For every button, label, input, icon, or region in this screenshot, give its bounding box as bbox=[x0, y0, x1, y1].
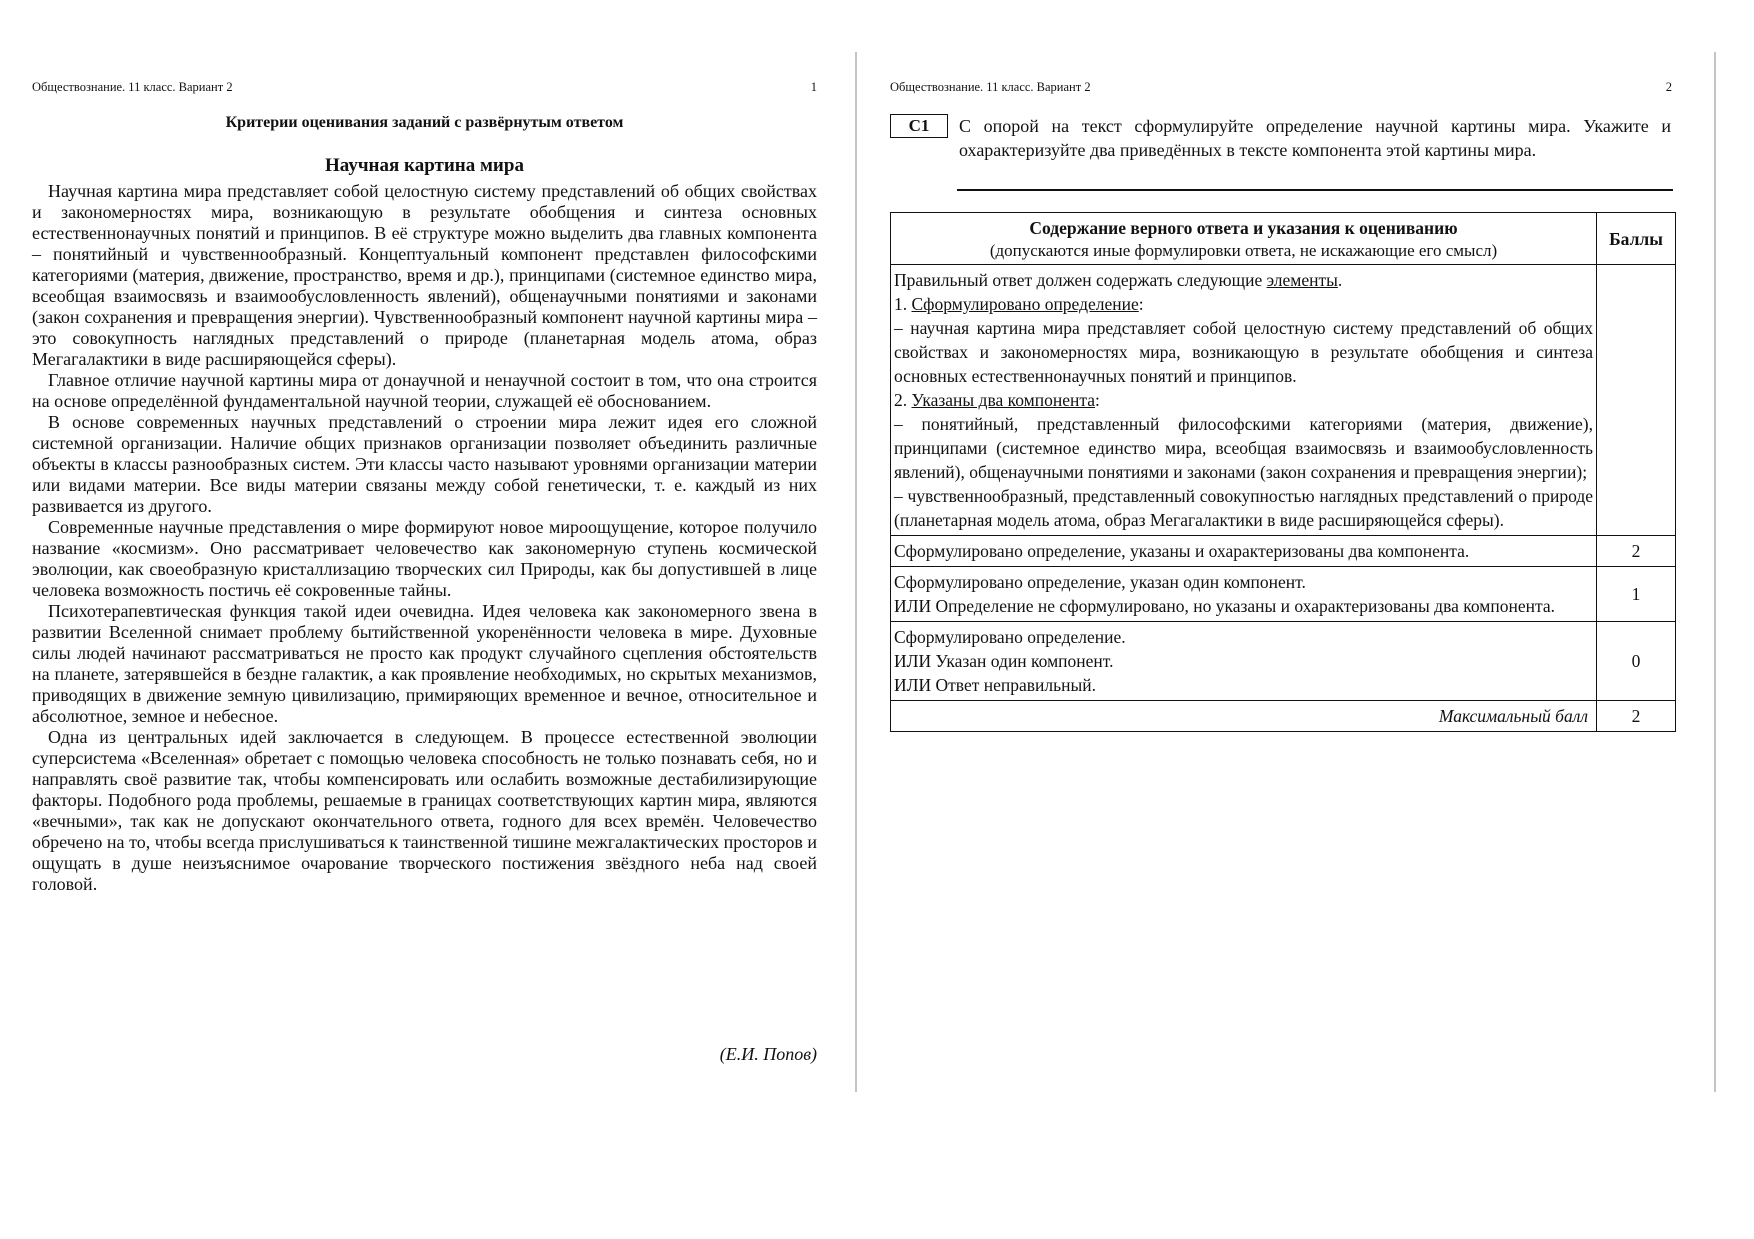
intro-line: Правильный ответ должен содержать следующие элементы. bbox=[894, 270, 1343, 290]
score-header: Баллы bbox=[1597, 213, 1676, 265]
text-body bbox=[32, 181, 817, 895]
table-header-row bbox=[891, 213, 1676, 265]
criteria-cell: Сформулировано определение. ИЛИ Указан один компонент. ИЛИ Ответ неправильный. bbox=[891, 622, 1597, 701]
score-cell: 1 bbox=[1597, 567, 1676, 622]
table-row bbox=[891, 265, 1676, 536]
score-cell: 0 bbox=[1597, 622, 1676, 701]
task-underline bbox=[957, 189, 1673, 191]
max-score-row bbox=[891, 701, 1676, 732]
page-edge-line bbox=[1714, 52, 1716, 1092]
running-head: Обществознание. 11 класс. Вариант 2 bbox=[32, 80, 233, 94]
paragraph: Научная картина мира представляет собой целостную систему представлений об общих свойствах и закономерностях мира, возникающую в результате обобщения и синтеза основных естественнонаучных понятий и принципов. В её структуре можно выделить два главных компонента – понятийный и чувственнообразный. Концептуальный компонент представлен философскими категориями (материя, движение, пространство, время и др.), принципами (системное единство мира, всеобщая взаимосвязь и взаимообусловленность явлений), общенаучными понятиями и законами (закон сохранения и превращения энергии). Чувственнообразный компонент научной картины мира – это совокупность наглядных представлений о природе (планетарная модель атома, образ Мегагалактики в виде расширяющейся сферы). bbox=[32, 181, 817, 369]
max-score-value: 2 bbox=[1597, 701, 1676, 732]
answer-elements-cell bbox=[891, 265, 1597, 536]
max-score-label: Максимальный балл bbox=[891, 701, 1597, 732]
paragraph: Одна из центральных идей заключается в следующем. В процессе естественной эволюции суперсистема «Вселенная» обретает с помощью человека способность не только познавать себя, но и направлять своё развитие так, чтобы компенсировать или ослабить возможные дестабилизирующие факторы. Подобного рода проблемы, решаемые в границах соответствующих картин мира, являются «вечными», так как не допускают окончательного ответа, годного для всех времён. Человечество обречено на то, чтобы всегда прислушиваться к таинственной тишине межгалактических просторов и ощущать в душе неизъяснимое очарование творческого постижения звёздного неба над своей головой. bbox=[32, 727, 817, 894]
paragraph: Главное отличие научной картины мира от донаучной и ненаучной состоит в том, что она строится на основе определённой фундаментальной научной теории, служащей её обоснованием. bbox=[32, 370, 817, 411]
item-2-text-b: – чувственнообразный, представленный совокупностью наглядных представлений о природе (планетарная модель атома, образ Мегагалактики в виде расширяющейся сферы). bbox=[894, 486, 1593, 530]
content-header bbox=[891, 213, 1597, 265]
criteria-cell: Сформулировано определение, указан один компонент. ИЛИ Определение не сформулировано, но указаны и охарактеризованы два компонента. bbox=[891, 567, 1597, 622]
item-1-heading: 1. Сформулировано определение: bbox=[894, 294, 1144, 314]
criteria-cell: Сформулировано определение, указаны и охарактеризованы два компонента. bbox=[891, 536, 1597, 567]
table-row bbox=[891, 567, 1676, 622]
item-1-text: – научная картина мира представляет собой целостную систему представлений об общих свойствах и закономерностях мира, возникающую в результате обобщения и синтеза основных естественнонаучных понятий и принципов. bbox=[894, 318, 1593, 386]
running-head: Обществознание. 11 класс. Вариант 2 bbox=[890, 80, 1091, 94]
table-row bbox=[891, 622, 1676, 701]
item-2-heading: 2. Указаны два компонента: bbox=[894, 390, 1100, 410]
header-sub: (допускаются иные формулировки ответа, не искажающие его смысл) bbox=[989, 241, 1498, 260]
page-divider bbox=[855, 52, 857, 1092]
author-attribution: (Е.И. Попов) bbox=[719, 1044, 817, 1064]
score-cell: 2 bbox=[1597, 536, 1676, 567]
grading-table bbox=[890, 212, 1676, 732]
page-number: 1 bbox=[810, 80, 817, 94]
task-id-badge: C1 bbox=[890, 114, 948, 138]
page-number: 2 bbox=[1665, 80, 1672, 94]
paragraph: Психотерапевтическая функция такой идеи очевидна. Идея человека как закономерного звена в развитии Вселенной снимает проблему бытийственной укоренённости человека в мире. Духовные силы людей начинают рассматриваться не просто как продукт случайного сцепления обстоятельств на планете, затерявшейся в бездне галактик, а как проявление необходимых, но скрытых механизмов, приводящих в движение земную цивилизацию, примиряющих временное и вечное, относительное и абсолютное, земное и небесное. bbox=[32, 601, 817, 726]
header-main: Содержание верного ответа и указания к оцениванию bbox=[1029, 218, 1458, 238]
item-2-text-a: – понятийный, представленный философскими категориями (материя, движение), принципами (системное единство мира, всеобщая взаимосвязь и взаимообусловленность явлений), общенаучными понятиями и законами (закон сохранения и превращения энергии); bbox=[894, 414, 1593, 482]
elements-link: элементы bbox=[1266, 270, 1338, 290]
paragraph: В основе современных научных представлений о строении мира лежит идея его сложной системной организации. Наличие общих признаков организации позволяет объединить различные объекты в классы разнообразных систем. Эти классы часто называют уровнями организации материи или видами материи. Все виды материи связаны между собой генетически, т. е. каждый из них развивается из другого. bbox=[32, 412, 817, 516]
task-text: С опорой на текст сформулируйте определение научной картины мира. Укажите и охарактеризуйте два приведённых в тексте компонента этой картины мира. bbox=[959, 116, 1671, 160]
paragraph: Современные научные представления о мире формируют новое мироощущение, которое получило название «космизм». Оно рассматривает человечество как закономерную ступень космической эволюции, как своеобразную кристаллизацию творческих сил Природы, как бы допустившей в лице человека возможность постичь её сокровенные тайны. bbox=[32, 517, 817, 600]
criteria-title: Критерии оценивания заданий с развёрнутым ответом bbox=[225, 114, 624, 131]
score-cell-empty bbox=[1597, 265, 1676, 536]
table-row bbox=[891, 536, 1676, 567]
text-title: Научная картина мира bbox=[325, 155, 524, 176]
